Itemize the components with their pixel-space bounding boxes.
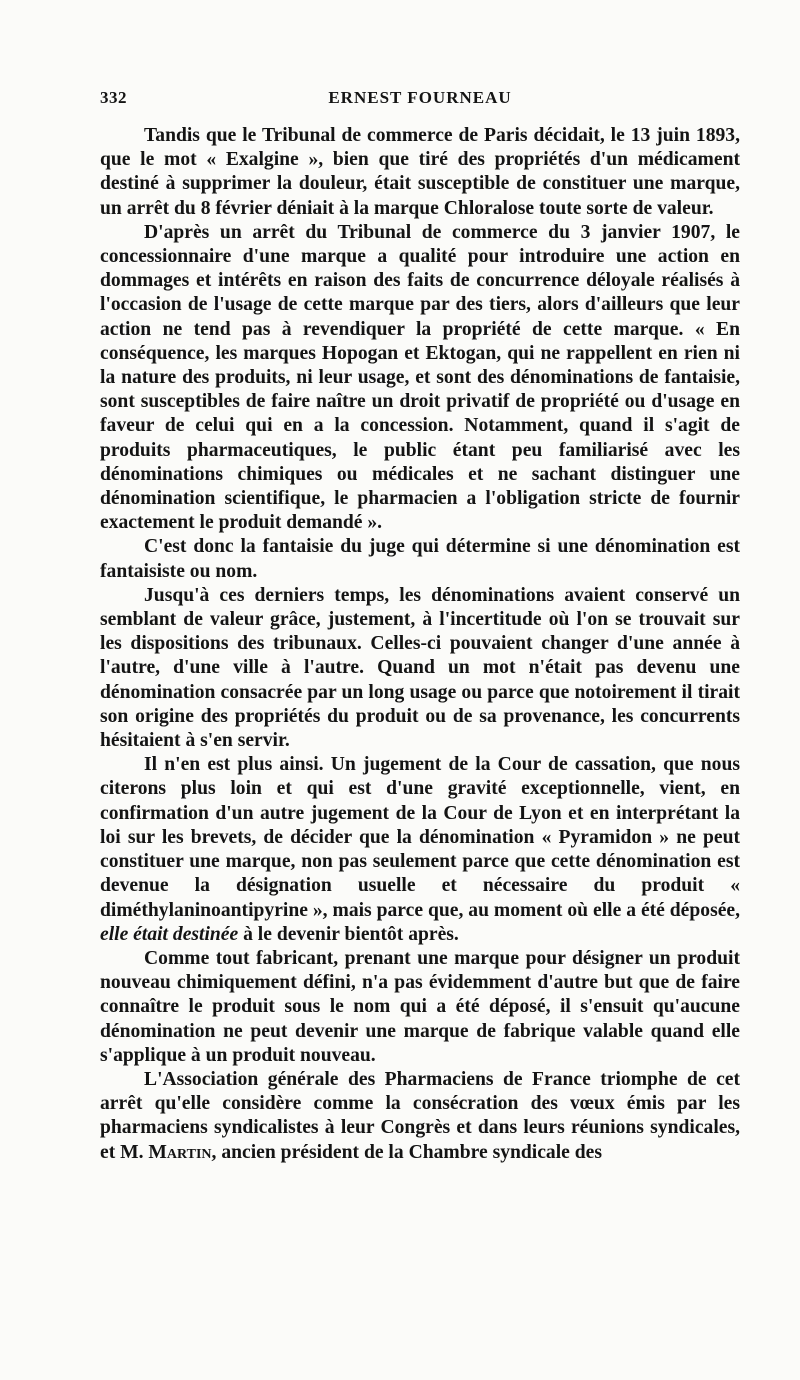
paragraph-7-text-after: , ancien président de la Chambre syndicale des [211, 1141, 602, 1163]
paragraph-5 [100, 753, 740, 947]
paragraph-3: C'est donc la fantaisie du juge qui détermine si une dénomination est fantaisiste ou nom. [100, 536, 740, 582]
page-header [100, 88, 740, 112]
paragraph-4: Jusqu'à ces derniers temps, les dénominations avaient conservé un semblant de valeur grâce, justement, à l'incertitude où l'on se trouvait sur les dispositions des tribunaux. Celles-ci pouvaient changer d'une année à l'autre, d'une ville à l'autre. Quand un mot n'était pas devenu une dénomination consacrée par un long usage ou parce que notoirement il tirait son origine des propriétés du produit ou de sa provenance, les concurrents hésitaient à s'en servir. [100, 584, 740, 752]
paragraph-5-text-after: à le devenir bientôt après. [243, 923, 459, 945]
running-head: ERNEST FOURNEAU [328, 88, 512, 107]
paragraph-6: Comme tout fabricant, prenant une marque pour désigner un produit nouveau chimiquement défini, n'a pas évidemment d'autre but que de faire connaître le produit sous le nom qui a été déposé, il s'ensuit qu'aucune dénomination ne peut devenir une marque de fabrique valable quand elle s'applique à un produit nouveau. [100, 947, 740, 1066]
paragraph-5-italic: elle était destinée [100, 923, 239, 945]
paragraph-7 [100, 1068, 740, 1165]
paragraph-7-small-caps: Martin [148, 1141, 212, 1163]
paragraph-5-text-before: Il n'en est plus ainsi. Un jugement de la Cour de cassation, que nous citerons plus loin et qui est d'une gravité exceptionnelle, vient, en confirmation d'un autre jugement de la Cour de Lyon et en interprétant la loi sur les brevets, de décider que la dénomination « Pyramidon » ne peut constituer une marque, non pas seulement parce que cette dénomination est devenue la désignation usuelle et nécessaire du produit « diméthylaninoantipyrine », mais parce que, au moment où elle a été déposée, [100, 754, 740, 921]
body-text [100, 124, 740, 1165]
paragraph-7-text-before: L'Association générale des Pharmaciens de France triomphe de cet arrêt qu'elle considère comme la consécration des vœux émis par les pharmaciens syndicalistes à leur Congrès et dans leurs réunions syndicales, et M. [100, 1068, 740, 1163]
paragraph-1: Tandis que le Tribunal de commerce de Paris décidait, le 13 juin 1893, que le mot « Exalgine », bien que tiré des propriétés d'un médicament destiné à supprimer la douleur, était susceptible de constituer une marque, un arrêt du 8 février déniait à la marque Chloralose toute sorte de valeur. [100, 125, 740, 219]
paragraph-2: D'après un arrêt du Tribunal de commerce du 3 janvier 1907, le concessionnaire d'une marque a qualité pour introduire une action en dommages et intérêts en raison des faits de concurrence déloyale réalisés à l'occasion de l'usage de cette marque par des tiers, alors d'ailleurs que leur action ne tend pas à revendiquer la propriété de cette marque. « En conséquence, les marques Hopogan et Ektogan, qui ne rappellent en rien ni la nature des produits, ni leur usage, et sont des dénominations de fantaisie, sont susceptibles de faire naître un droit privatif de propriété ou d'usage en faveur de celui qui en a la concession. Notamment, quand il s'agit de produits pharmaceutiques, le public étant peu familiarisé avec les dénominations chimiques ou médicales et ne sachant distinguer une dénomination scientifique, le pharmacien a l'obligation stricte de fournir exactement le produit demandé ». [100, 221, 740, 534]
page-number: 332 [100, 88, 127, 107]
